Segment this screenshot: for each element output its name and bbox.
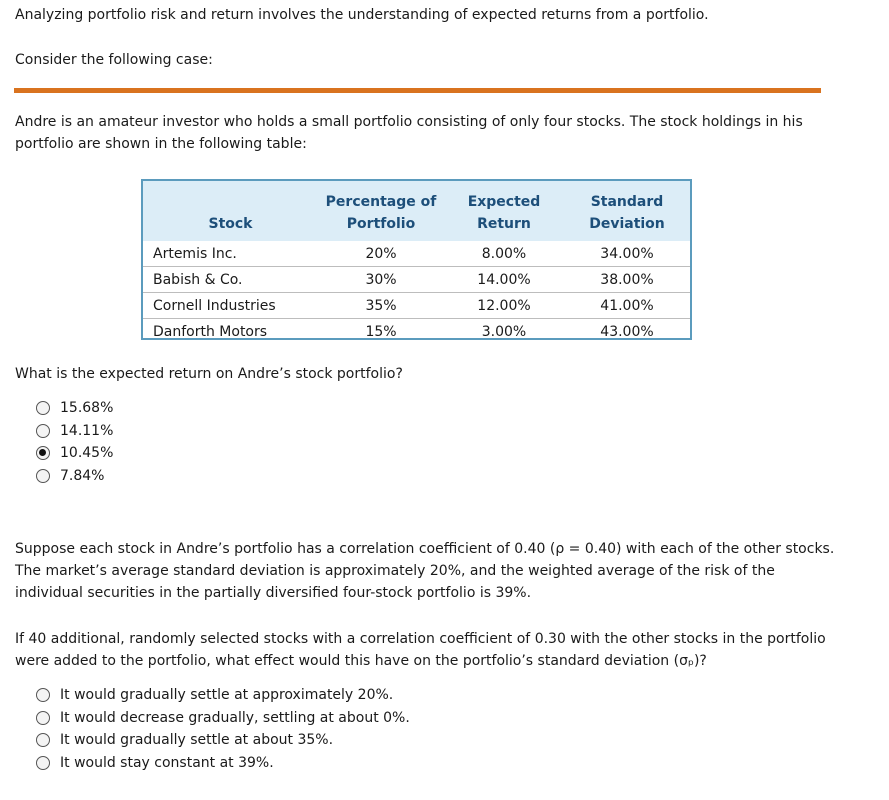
- option-label: 14.11%: [60, 422, 114, 439]
- question-2-line-2: were added to the portfolio, what effect would this have on the portfolio’s standard deviation (σₚ)?: [15, 653, 707, 669]
- question-1: What is the expected return on Andre’s stock portfolio?: [15, 366, 403, 382]
- intro-text: Analyzing portfolio risk and return involves the understanding of expected returns from a portfolio.: [15, 7, 709, 23]
- cell-standard-deviation: 41.00%: [564, 293, 690, 319]
- q1-option[interactable]: [36, 397, 113, 420]
- cell-standard-deviation: 43.00%: [564, 319, 690, 345]
- table-header-row: [143, 181, 690, 241]
- table-row: [143, 241, 690, 267]
- option-label: 15.68%: [60, 400, 114, 417]
- radio-button[interactable]: [36, 688, 50, 702]
- option-label: 7.84%: [60, 467, 105, 484]
- radio-button[interactable]: [36, 711, 50, 725]
- cell-expected-return: 8.00%: [481, 245, 527, 262]
- q2-option[interactable]: [36, 752, 410, 775]
- radio-button-selected[interactable]: [36, 446, 50, 460]
- suppose-line-2: The market’s average standard deviation is approximately 20%, and the weighted average of the risk of the: [15, 563, 775, 579]
- cell-stock: Danforth Motors: [143, 319, 318, 345]
- header-stock: Stock: [143, 181, 318, 241]
- table-row: [143, 267, 690, 293]
- cell-stock: Cornell Industries: [143, 293, 318, 319]
- question-1-options: [36, 397, 113, 487]
- cell-expected-return: 3.00%: [444, 319, 564, 345]
- suppose-paragraph: [15, 538, 834, 604]
- case-line-1: Andre is an amateur investor who holds a small portfolio consisting of only four stocks. The stock holdings in his: [15, 114, 803, 130]
- portfolio-table: [141, 179, 692, 340]
- table-row: [143, 319, 690, 345]
- section-divider: [14, 88, 821, 93]
- cell-percentage: 15%: [318, 319, 444, 345]
- radio-button[interactable]: [36, 401, 50, 415]
- cell-standard-deviation: 34.00%: [600, 245, 654, 262]
- question-2: [15, 628, 826, 672]
- cell-stock: Artemis Inc.: [153, 245, 237, 262]
- q1-option[interactable]: [36, 442, 113, 465]
- header-standard-deviation: Standard Deviation: [564, 181, 690, 241]
- suppose-line-3: individual securities in the partially diversified four-stock portfolio is 39%.: [15, 585, 532, 601]
- radio-button[interactable]: [36, 469, 50, 483]
- q2-option[interactable]: [36, 729, 410, 752]
- case-line-2: portfolio are shown in the following table:: [15, 136, 307, 152]
- option-label: It would gradually settle at about 35%.: [60, 732, 334, 749]
- q2-option[interactable]: [36, 707, 410, 730]
- case-description: [15, 111, 803, 155]
- header-percentage: Percentage of Portfolio: [318, 181, 444, 241]
- cell-expected-return: 12.00%: [444, 293, 564, 319]
- question-2-line-1: If 40 additional, randomly selected stocks with a correlation coefficient of 0.30 with the other stocks in the portfolio: [15, 631, 826, 647]
- option-label: 10.45%: [60, 445, 114, 462]
- radio-button[interactable]: [36, 733, 50, 747]
- q1-option[interactable]: [36, 465, 113, 488]
- option-label: It would gradually settle at approximately 20%.: [60, 687, 394, 704]
- header-expected-return: Expected Return: [444, 181, 564, 241]
- cell-percentage: 35%: [318, 293, 444, 319]
- q1-option[interactable]: [36, 420, 113, 443]
- option-label: It would decrease gradually, settling at about 0%.: [60, 709, 410, 726]
- question-2-options: [36, 684, 410, 774]
- consider-text: Consider the following case:: [15, 52, 213, 68]
- radio-button[interactable]: [36, 424, 50, 438]
- radio-button[interactable]: [36, 756, 50, 770]
- cell-percentage: 30%: [318, 267, 444, 293]
- q2-option[interactable]: [36, 684, 410, 707]
- cell-percentage: 20%: [365, 245, 397, 262]
- cell-stock: Babish & Co.: [143, 267, 318, 293]
- table-row: [143, 293, 690, 319]
- cell-standard-deviation: 38.00%: [564, 267, 690, 293]
- cell-expected-return: 14.00%: [444, 267, 564, 293]
- option-label: It would stay constant at 39%.: [60, 754, 274, 771]
- suppose-line-1: Suppose each stock in Andre’s portfolio has a correlation coefficient of 0.40 (ρ = 0.40) with each of the other stocks.: [15, 541, 835, 557]
